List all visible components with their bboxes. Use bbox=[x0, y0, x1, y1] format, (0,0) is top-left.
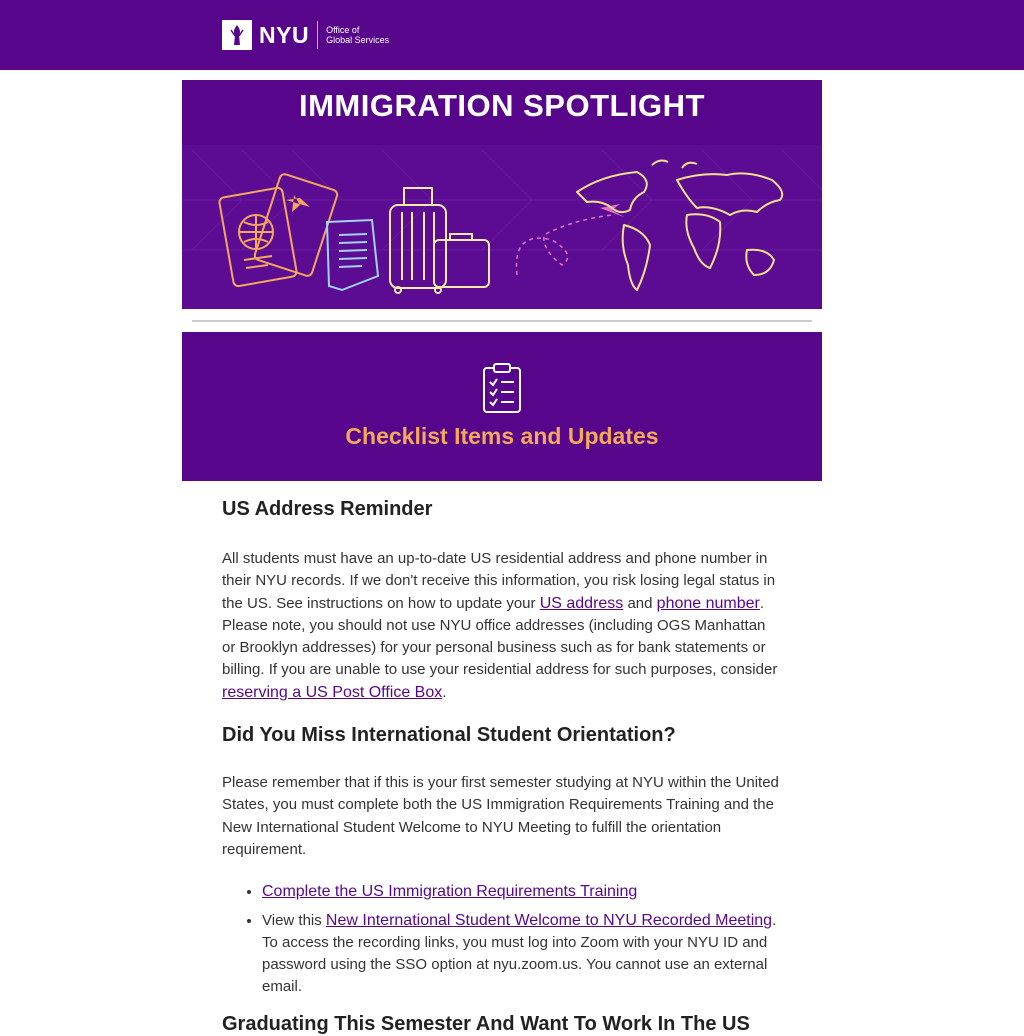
checklist-banner bbox=[182, 332, 822, 481]
address-paragraph: All students must have an up-to-date US residential address and phone number in their NYU records. If we don't receive this information, you risk losing legal status in the US. See instructions on how to update your US address and phone number. Please note, you should not use NYU office addresses (including OGS Manhattan or Brooklyn addresses) for your personal business such as for bank statements or billing. If you are unable to use your residential address for such purposes, consider reserving a US Post Office Box. bbox=[222, 550, 778, 701]
email-content bbox=[222, 498, 782, 1036]
orientation-list bbox=[222, 881, 782, 998]
office-name: Office of Global Services bbox=[326, 25, 390, 45]
list-item bbox=[262, 881, 782, 903]
welcome-meeting-link[interactable]: New International Student Welcome to NYU Recorded Meeting bbox=[325, 912, 773, 930]
nyu-torch-icon bbox=[222, 20, 252, 50]
graduating-heading: Graduating This Semester And Want To Work In The US bbox=[222, 1013, 750, 1036]
hero-banner bbox=[182, 80, 822, 309]
nyu-ogs-logo[interactable] bbox=[222, 20, 389, 50]
section-divider bbox=[192, 320, 812, 322]
list-item: • View this New International Student Welcome to NYU Recorded Meeting. To access the recording links, you must log into Zoom with your NYU ID and password using the SSO option at nyu.zoom.us. You cannot use an external email. bbox=[262, 910, 782, 998]
logo-divider bbox=[317, 21, 318, 49]
orientation-paragraph: Please remember that if this is your first semester studying at NYU within the United States, you must complete both the US Immigration Requirements Training and the New International Student Welcome to NYU Meeting to fulfill the orientation requirement. bbox=[222, 774, 779, 858]
orientation-heading: Did You Miss International Student Orientation? bbox=[222, 724, 676, 747]
phone-number-link[interactable]: phone number bbox=[656, 594, 760, 612]
top-header-bar bbox=[0, 0, 1024, 70]
clipboard-checklist-icon bbox=[482, 362, 522, 414]
section-title: Checklist Items and Updates bbox=[345, 423, 659, 449]
po-box-link[interactable]: reserving a US Post Office Box bbox=[222, 683, 443, 701]
us-address-link[interactable]: US address bbox=[539, 594, 624, 612]
immigration-training-link[interactable]: Complete the US Immigration Requirements Training bbox=[262, 883, 638, 901]
brand-wordmark: NYU bbox=[259, 21, 310, 48]
address-heading: US Address Reminder bbox=[222, 498, 433, 520]
hero-title: IMMIGRATION SPOTLIGHT bbox=[298, 88, 705, 123]
